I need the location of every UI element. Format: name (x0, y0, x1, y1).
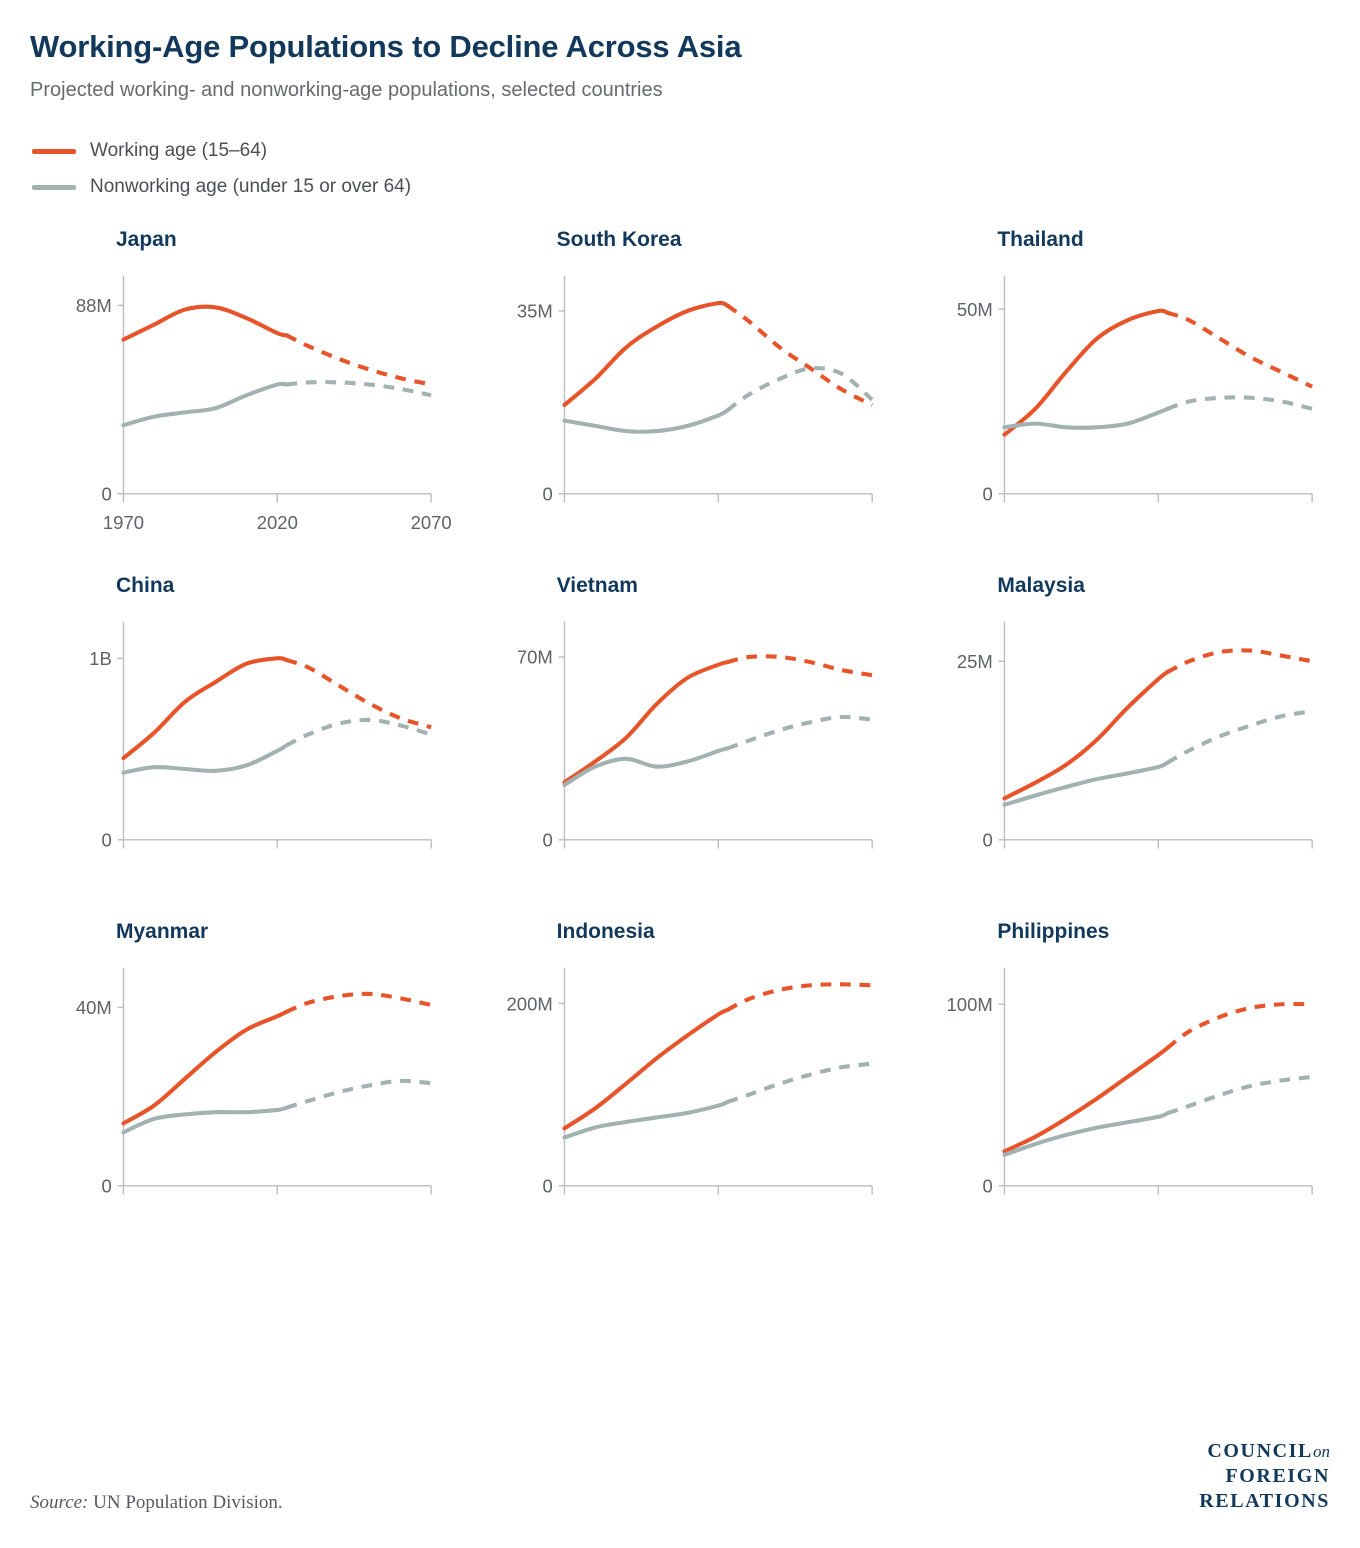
y-tick-label: 1B (89, 648, 112, 670)
chart-panel-vietnam (471, 574, 890, 908)
chart-panel-thailand (911, 228, 1330, 562)
chart-panel-malaysia (911, 574, 1330, 908)
y-tick-label: 70M (516, 646, 553, 668)
series-line-historical-nonworking-age (564, 1102, 728, 1138)
legend-label-nonworking-age: Nonworking age (under 15 or over 64) (90, 176, 412, 198)
panel-title: Philippines (997, 920, 1110, 944)
series-line-projected-working-age (1168, 650, 1313, 672)
panel-title: Indonesia (556, 920, 655, 944)
series-line-historical-nonworking-age (123, 745, 287, 773)
series-line-historical-nonworking-age (1005, 763, 1169, 805)
small-multiples-grid (30, 228, 1330, 1254)
series-line-historical-nonworking-age (123, 384, 287, 425)
series-line-projected-working-age (1168, 313, 1313, 387)
y-tick-label: 0 (101, 1175, 112, 1197)
y-tick-label: 35M (516, 300, 553, 322)
series-line-projected-nonworking-age (287, 1081, 432, 1108)
panel-title: Thailand (997, 228, 1084, 252)
series-line-projected-nonworking-age (287, 720, 432, 745)
x-tick-label: 1970 (102, 512, 145, 534)
legend-swatch-nonworking-age (32, 185, 76, 190)
y-tick-label: 0 (982, 829, 994, 851)
series-line-projected-nonworking-age (1168, 397, 1313, 409)
chart-panel-indonesia (471, 920, 890, 1254)
panel-plot (30, 954, 449, 1254)
series-line-historical-nonworking-age (564, 410, 728, 432)
y-tick-label: 50M (957, 299, 994, 321)
logo-word-on: on (1313, 1442, 1330, 1461)
legend (32, 140, 1330, 198)
series-line-projected-working-age (727, 656, 872, 675)
panel-plot (471, 262, 890, 562)
legend-item-working-age (32, 140, 1330, 162)
y-tick-label: 0 (982, 1175, 994, 1197)
panel-plot (30, 262, 452, 562)
series-line-historical-working-age (564, 303, 728, 405)
panel-title: Malaysia (997, 574, 1085, 598)
x-tick-label: 2020 (256, 512, 298, 534)
y-tick-label: 100M (946, 994, 994, 1016)
cfr-logo (1199, 1439, 1330, 1514)
series-line-projected-nonworking-age (727, 368, 872, 410)
y-tick-label: 200M (506, 993, 553, 1015)
panel-plot (471, 608, 890, 908)
source-label: Source: (30, 1492, 89, 1513)
source-text: UN Population Division. (93, 1492, 283, 1513)
page-title: Working-Age Populations to Decline Across Asia (30, 29, 742, 64)
series-line-projected-nonworking-age (727, 1064, 872, 1102)
y-tick-label: 0 (542, 1175, 553, 1197)
series-line-historical-working-age (1005, 672, 1169, 799)
panel-title: South Korea (556, 228, 682, 252)
series-line-projected-working-age (287, 994, 432, 1012)
chart-panel-china (30, 574, 449, 908)
chart-panel-philippines (911, 920, 1330, 1254)
legend-swatch-working-age (32, 149, 76, 154)
series-line-projected-working-age (1168, 1004, 1313, 1048)
panel-title: Myanmar (116, 920, 209, 944)
series-line-historical-working-age (1005, 1047, 1169, 1151)
legend-label-working-age: Working age (15–64) (90, 140, 268, 162)
chart-panel-south-korea (471, 228, 890, 562)
y-tick-label: 0 (542, 483, 553, 505)
panel-title: China (116, 574, 175, 598)
series-line-historical-working-age (123, 307, 287, 340)
x-tick-label: 2070 (410, 512, 452, 534)
y-tick-label: 25M (957, 651, 994, 673)
series-line-projected-nonworking-age (727, 717, 872, 748)
panel-plot (30, 608, 449, 908)
panel-plot (911, 262, 1330, 562)
source-note (30, 1492, 283, 1514)
series-line-projected-nonworking-age (1168, 1077, 1313, 1113)
series-line-projected-working-age (287, 335, 432, 384)
page-subtitle: Projected working- and nonworking-age populations, selected countries (30, 79, 663, 102)
series-line-historical-nonworking-age (1005, 409, 1169, 428)
series-line-projected-working-age (727, 985, 872, 1011)
y-tick-label: 0 (982, 483, 994, 505)
series-line-projected-nonworking-age (287, 382, 432, 395)
chart-panel-japan (30, 228, 452, 562)
series-line-projected-working-age (727, 306, 872, 405)
y-tick-label: 40M (75, 997, 112, 1019)
panel-plot (471, 954, 890, 1254)
series-line-historical-nonworking-age (1005, 1113, 1169, 1155)
panel-plot (911, 608, 1330, 908)
y-tick-label: 0 (542, 829, 553, 851)
logo-line-council: COUNCIL (1207, 1440, 1313, 1462)
y-tick-label: 88M (75, 295, 112, 317)
logo-line-relations: RELATIONS (1199, 1490, 1330, 1512)
series-line-historical-working-age (123, 1012, 287, 1124)
chart-footer (30, 1439, 1330, 1514)
panel-title: Japan (116, 228, 177, 252)
chart-panel-myanmar (30, 920, 449, 1254)
series-line-historical-working-age (123, 658, 287, 758)
panel-plot (911, 954, 1330, 1254)
y-tick-label: 0 (101, 483, 112, 505)
y-tick-label: 0 (101, 829, 112, 851)
series-line-projected-working-age (287, 660, 432, 727)
logo-line-foreign: FOREIGN (1225, 1465, 1330, 1487)
series-line-projected-nonworking-age (1168, 711, 1313, 762)
panel-title: Vietnam (556, 574, 638, 598)
legend-item-nonworking-age (32, 176, 1330, 198)
